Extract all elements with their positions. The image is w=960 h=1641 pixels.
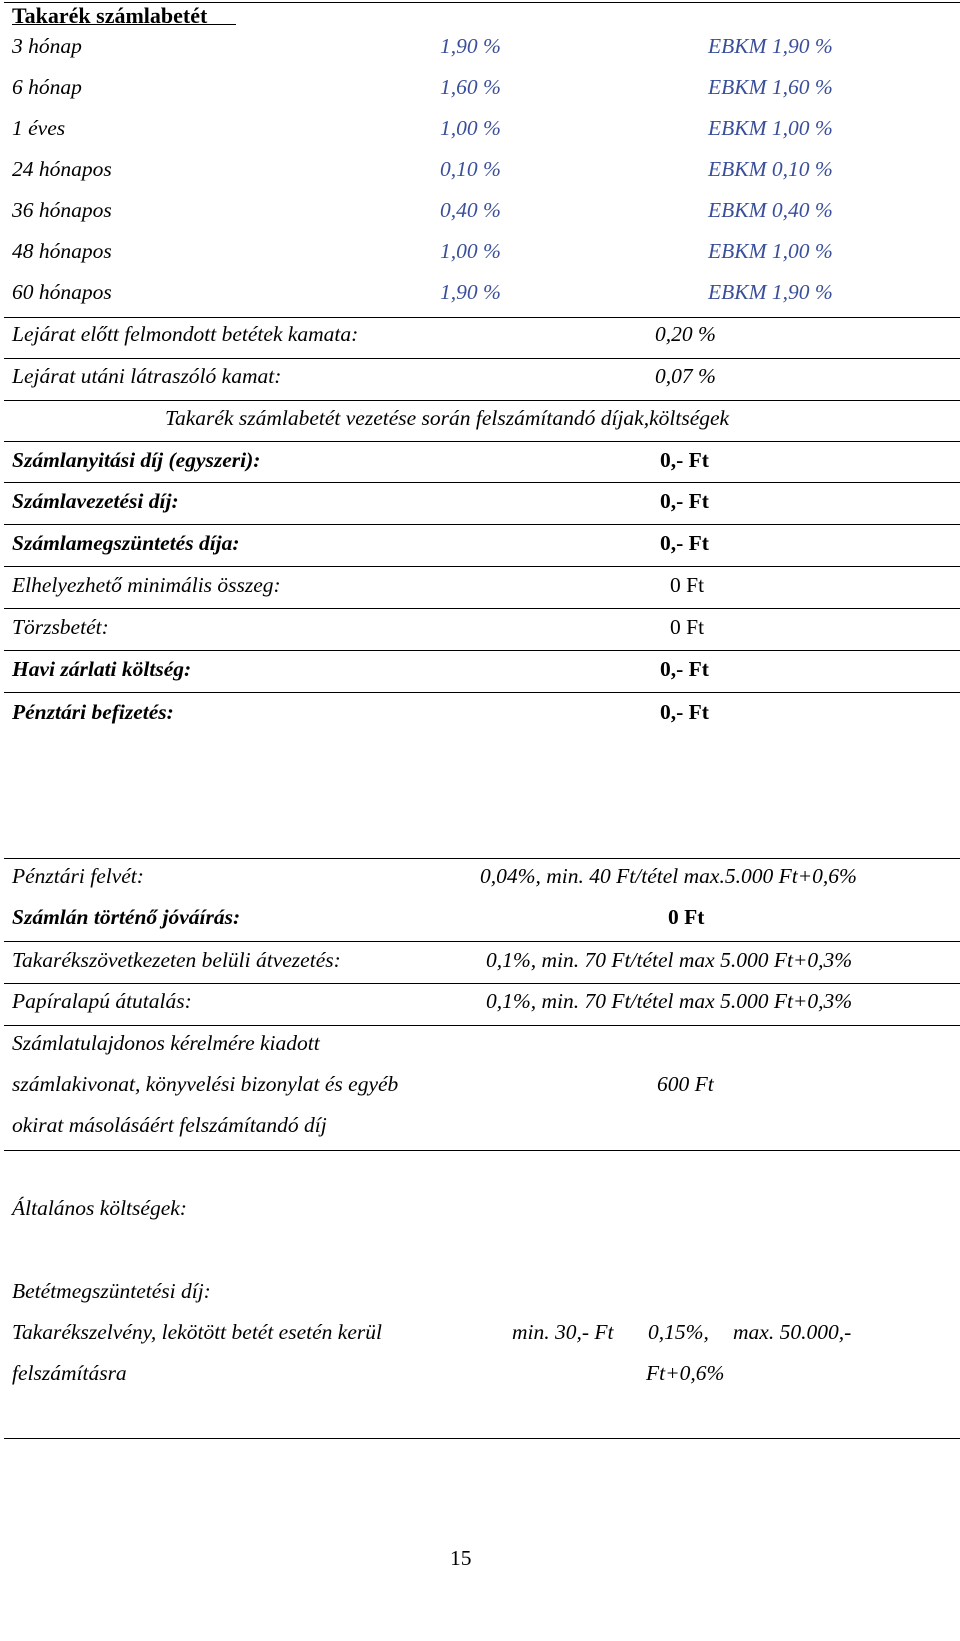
closure-pct: 0,15%, [648,1320,709,1344]
copy-label-line1: Számlatulajdonos kérelmére kiadott [12,1031,320,1055]
fee-label: Számlanyitási díj (egyszeri): [12,448,261,472]
rate-term: 1 éves [12,116,66,140]
divider [4,400,960,401]
closure-heading: Betétmegszüntetési díj: [12,1279,211,1303]
rate-term: 48 hónapos [12,239,112,263]
rate-term: 60 hónapos [12,280,112,304]
divider [4,858,960,859]
rate-value: 1,00 % [440,116,501,140]
rate-value: 1,90 % [440,34,501,58]
divider [4,1025,960,1026]
fee-value: 0,- Ft [660,531,709,555]
rate-ebkm: EBKM 0,10 % [708,157,833,181]
rate-ebkm: EBKM 1,00 % [708,116,833,140]
page-title: Takarék számlabetét [12,3,208,28]
divider [4,317,960,318]
rate-value: 1,90 % [440,280,501,304]
fee-value: 0,- Ft [660,700,709,724]
divider [4,692,960,693]
fee-label: Számlavezetési díj: [12,489,179,513]
fees-heading: Takarék számlabetét vezetése során felszámítandó díjak,költségek [165,406,730,430]
closure-max: max. 50.000,- [733,1320,852,1344]
rate-value: 1,00 % [440,239,501,263]
rate-ebkm: EBKM 1,60 % [708,75,833,99]
fee-value: 0,- Ft [660,489,709,513]
divider [4,1150,960,1151]
page-number: 15 [450,1546,472,1570]
tx-label: Takarékszövetkezeten belüli átvezetés: [12,948,341,972]
copy-label-line2: számlakivonat, könyvelési bizonylat és egyéb [12,1072,399,1096]
divider [4,482,960,483]
divider [4,983,960,984]
divider [4,650,960,651]
fee-value: 0,- Ft [660,657,709,681]
divider [4,941,960,942]
fee-label: Pénztári befizetés: [12,700,174,724]
divider [4,524,960,525]
closure-line2: felszámításra [12,1361,127,1385]
rate-ebkm: EBKM 1,90 % [708,280,833,304]
divider [4,566,960,567]
rate-term: 36 hónapos [12,198,112,222]
divider [4,358,960,359]
copy-label-line3: okirat másolásáért felszámítandó díj [12,1113,327,1137]
tx-label: Pénztári felvét: [12,864,144,888]
rate-value: 1,60 % [440,75,501,99]
closure-max2: Ft+0,6% [646,1361,725,1385]
divider [4,608,960,609]
title-underline [12,24,236,25]
rate-ebkm: EBKM 1,90 % [708,34,833,58]
fee-value: 0,- Ft [660,448,709,472]
fee-label: Számlamegszüntetés díja: [12,531,240,555]
tx-value: 0,1%, min. 70 Ft/tétel max 5.000 Ft+0,3% [486,948,853,972]
tx-value: 0,1%, min. 70 Ft/tétel max 5.000 Ft+0,3% [486,989,853,1013]
fee-label: Elhelyezhető minimális összeg: [12,573,281,597]
rate-ebkm: EBKM 0,40 % [708,198,833,222]
early-withdrawal-value: 0,20 % [655,322,716,346]
rate-term: 24 hónapos [12,157,112,181]
closure-min: min. 30,- Ft [512,1320,614,1344]
tx-label: Számlán történő jóváírás: [12,905,241,929]
tx-label: Papíralapú átutalás: [12,989,192,1013]
fee-label: Törzsbetét: [12,615,109,639]
divider [4,1438,960,1439]
closure-line1: Takarékszelvény, lekötött betét esetén kerül [12,1320,382,1344]
early-withdrawal-label: Lejárat előtt felmondott betétek kamata: [12,322,359,346]
fee-value: 0 Ft [670,615,705,639]
tx-value: 0,04%, min. 40 Ft/tétel max.5.000 Ft+0,6% [480,864,857,888]
rate-ebkm: EBKM 1,00 % [708,239,833,263]
rate-term: 3 hónap [12,34,82,58]
copy-value: 600 Ft [657,1072,714,1096]
after-maturity-value: 0,07 % [655,364,716,388]
divider [4,441,960,442]
rate-value: 0,40 % [440,198,501,222]
general-costs-heading: Általános költségek: [12,1196,187,1220]
fee-label: Havi zárlati költség: [12,657,192,681]
rate-value: 0,10 % [440,157,501,181]
fee-value: 0 Ft [670,573,705,597]
tx-value: 0 Ft [668,905,705,929]
rate-term: 6 hónap [12,75,82,99]
after-maturity-label: Lejárat utáni látraszóló kamat: [12,364,282,388]
